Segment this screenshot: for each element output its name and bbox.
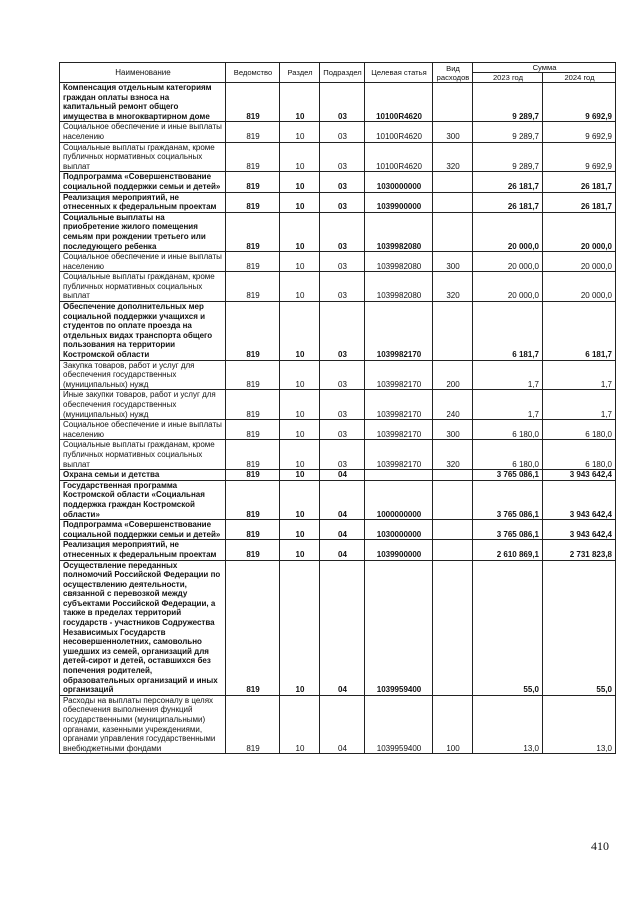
cell-name: Социальные выплаты на приобретение жилого помещения семьям при рождении третьего или последующего ребенка (60, 212, 226, 251)
cell-sub: 03 (320, 212, 365, 251)
cell-sec: 10 (280, 520, 320, 540)
cell-art: 1039982080 (365, 272, 433, 302)
header-sum: Сумма (473, 63, 616, 73)
cell-sec: 10 (280, 302, 320, 361)
cell-name: Компенсация отдельным категориям граждан оплаты взноса на капитальный ремонт общего имущества в многоквартирном доме (60, 83, 226, 122)
cell-art: 1039982170 (365, 390, 433, 420)
cell-art: 1039959400 (365, 695, 433, 754)
header-name: Наименование (60, 63, 226, 83)
cell-s2: 26 181,7 (543, 172, 616, 192)
page-number: 410 (591, 839, 609, 853)
cell-name: Осуществление переданных полномочий Российской Федерации по осуществлению деятельности, связанной с перевозкой между субъектами Российской Федерации, а также в пределах территорий государств - участников Содружества Независимых Государств несовершеннолетних, самовольно ушедших из семей, организаций для детей-сирот и детей, оставшихся без попечения родителей, образовательных организаций и иных организаций (60, 560, 226, 695)
cell-art: 1000000000 (365, 480, 433, 519)
cell-dept: 819 (226, 172, 280, 192)
cell-sec: 10 (280, 440, 320, 470)
cell-sub: 03 (320, 302, 365, 361)
table-row (60, 212, 616, 251)
cell-sub: 03 (320, 360, 365, 390)
cell-vr (433, 302, 473, 361)
cell-dept: 819 (226, 540, 280, 560)
cell-s1: 26 181,7 (473, 172, 543, 192)
cell-vr (433, 172, 473, 192)
cell-sec: 10 (280, 470, 320, 481)
cell-art: 1039982080 (365, 252, 433, 272)
cell-name: Охрана семьи и детства (60, 470, 226, 481)
cell-vr: 300 (433, 252, 473, 272)
cell-s1: 6 180,0 (473, 440, 543, 470)
cell-name: Социальное обеспечение и иные выплаты населению (60, 122, 226, 142)
cell-art (365, 470, 433, 481)
cell-name: Обеспечение дополнительных мер социальной поддержки учащихся и студентов по оплате проезда на отдельных видах транспорта общего пользования на территории Костромской области (60, 302, 226, 361)
header-exptype: Вид расходов (433, 63, 473, 83)
table-row (60, 302, 616, 361)
header-subsection: Подраздел (320, 63, 365, 83)
cell-art: 10100R4620 (365, 83, 433, 122)
cell-s2: 3 943 642,4 (543, 470, 616, 481)
cell-art: 1039982170 (365, 302, 433, 361)
cell-sub: 03 (320, 172, 365, 192)
cell-name: Социальное обеспечение и иные выплаты населению (60, 252, 226, 272)
header-dept: Ведомство (226, 63, 280, 83)
cell-s1: 20 000,0 (473, 272, 543, 302)
cell-art: 10100R4620 (365, 142, 433, 172)
cell-art: 1039900000 (365, 540, 433, 560)
cell-vr (433, 480, 473, 519)
table-row (60, 172, 616, 192)
cell-name: Государственная программа Костромской области «Социальная поддержка граждан Костромской области» (60, 480, 226, 519)
cell-art: 1039982080 (365, 212, 433, 251)
cell-s2: 20 000,0 (543, 252, 616, 272)
cell-name: Социальные выплаты гражданам, кроме публичных нормативных социальных выплат (60, 272, 226, 302)
cell-vr: 240 (433, 390, 473, 420)
cell-sec: 10 (280, 360, 320, 390)
table-row (60, 560, 616, 695)
cell-name: Реализация мероприятий, не отнесенных к федеральным проектам (60, 192, 226, 212)
cell-art: 1030000000 (365, 520, 433, 540)
cell-name: Расходы на выплаты персоналу в целях обеспечения выполнения функций государственными (муниципальными) органами, казенными учреждениями, органами управления государственными внебюджетными фондами (60, 695, 226, 754)
cell-vr (433, 83, 473, 122)
cell-sec: 10 (280, 212, 320, 251)
cell-vr (433, 560, 473, 695)
cell-s2: 26 181,7 (543, 192, 616, 212)
cell-sub: 03 (320, 420, 365, 440)
cell-dept: 819 (226, 122, 280, 142)
cell-name: Социальное обеспечение и иные выплаты населению (60, 420, 226, 440)
cell-s1: 55,0 (473, 560, 543, 695)
cell-sub: 04 (320, 560, 365, 695)
cell-s2: 20 000,0 (543, 272, 616, 302)
cell-sec: 10 (280, 252, 320, 272)
cell-s2: 13,0 (543, 695, 616, 754)
cell-dept: 819 (226, 420, 280, 440)
cell-art: 1039982170 (365, 360, 433, 390)
cell-s1: 3 765 086,1 (473, 520, 543, 540)
cell-name: Социальные выплаты гражданам, кроме публичных нормативных социальных выплат (60, 142, 226, 172)
cell-sec: 10 (280, 480, 320, 519)
cell-sec: 10 (280, 272, 320, 302)
cell-s2: 1,7 (543, 360, 616, 390)
cell-vr: 320 (433, 142, 473, 172)
cell-sub: 03 (320, 440, 365, 470)
cell-vr (433, 470, 473, 481)
cell-dept: 819 (226, 520, 280, 540)
cell-vr: 200 (433, 360, 473, 390)
cell-name: Закупка товаров, работ и услуг для обеспечения государственных (муниципальных) нужд (60, 360, 226, 390)
cell-name: Подпрограмма «Совершенствование социальной поддержки семьи и детей» (60, 520, 226, 540)
cell-dept: 819 (226, 252, 280, 272)
table-row (60, 695, 616, 754)
cell-s1: 13,0 (473, 695, 543, 754)
cell-dept: 819 (226, 440, 280, 470)
table-row (60, 520, 616, 540)
budget-table (59, 62, 616, 754)
cell-s2: 3 943 642,4 (543, 520, 616, 540)
cell-sub: 03 (320, 192, 365, 212)
cell-sub: 04 (320, 470, 365, 481)
cell-s1: 26 181,7 (473, 192, 543, 212)
cell-sub: 04 (320, 540, 365, 560)
cell-s1: 9 289,7 (473, 83, 543, 122)
cell-dept: 819 (226, 695, 280, 754)
cell-sub: 03 (320, 83, 365, 122)
cell-vr (433, 520, 473, 540)
cell-s1: 2 610 869,1 (473, 540, 543, 560)
table-row (60, 540, 616, 560)
cell-vr: 300 (433, 420, 473, 440)
cell-sec: 10 (280, 142, 320, 172)
cell-s1: 1,7 (473, 360, 543, 390)
cell-dept: 819 (226, 470, 280, 481)
cell-sub: 03 (320, 142, 365, 172)
cell-name: Подпрограмма «Совершенствование социальной поддержки семьи и детей» (60, 172, 226, 192)
cell-name: Социальные выплаты гражданам, кроме публичных нормативных социальных выплат (60, 440, 226, 470)
cell-s2: 9 692,9 (543, 142, 616, 172)
cell-sub: 04 (320, 480, 365, 519)
cell-name: Иные закупки товаров, работ и услуг для обеспечения государственных (муниципальных) нужд (60, 390, 226, 420)
cell-s2: 2 731 823,8 (543, 540, 616, 560)
cell-sub: 04 (320, 520, 365, 540)
cell-sub: 03 (320, 122, 365, 142)
table-row (60, 272, 616, 302)
table-row (60, 360, 616, 390)
header-article: Целевая статья (365, 63, 433, 83)
cell-sec: 10 (280, 192, 320, 212)
table-row (60, 390, 616, 420)
cell-vr: 300 (433, 122, 473, 142)
cell-s1: 20 000,0 (473, 212, 543, 251)
cell-sec: 10 (280, 390, 320, 420)
cell-sec: 10 (280, 540, 320, 560)
cell-s2: 6 180,0 (543, 440, 616, 470)
cell-dept: 819 (226, 142, 280, 172)
cell-vr: 100 (433, 695, 473, 754)
table-row (60, 83, 616, 122)
cell-s1: 20 000,0 (473, 252, 543, 272)
cell-vr (433, 540, 473, 560)
cell-s1: 1,7 (473, 390, 543, 420)
cell-dept: 819 (226, 192, 280, 212)
cell-dept: 819 (226, 390, 280, 420)
cell-art: 1039982170 (365, 440, 433, 470)
cell-vr: 320 (433, 440, 473, 470)
cell-art: 1039982170 (365, 420, 433, 440)
header-section: Раздел (280, 63, 320, 83)
cell-vr (433, 192, 473, 212)
cell-vr: 320 (433, 272, 473, 302)
cell-s2: 20 000,0 (543, 212, 616, 251)
table-row (60, 252, 616, 272)
cell-name: Реализация мероприятий, не отнесенных к федеральным проектам (60, 540, 226, 560)
table-row (60, 470, 616, 481)
cell-sec: 10 (280, 560, 320, 695)
cell-dept: 819 (226, 480, 280, 519)
cell-s2: 55,0 (543, 560, 616, 695)
table-row (60, 440, 616, 470)
cell-s1: 9 289,7 (473, 142, 543, 172)
cell-sec: 10 (280, 83, 320, 122)
cell-sub: 04 (320, 695, 365, 754)
cell-s1: 3 765 086,1 (473, 470, 543, 481)
cell-s1: 9 289,7 (473, 122, 543, 142)
table-row (60, 192, 616, 212)
cell-art: 1039959400 (365, 560, 433, 695)
cell-sec: 10 (280, 695, 320, 754)
cell-dept: 819 (226, 360, 280, 390)
cell-dept: 819 (226, 212, 280, 251)
cell-sub: 03 (320, 390, 365, 420)
cell-dept: 819 (226, 560, 280, 695)
cell-s2: 1,7 (543, 390, 616, 420)
cell-sec: 10 (280, 420, 320, 440)
cell-s2: 6 180,0 (543, 420, 616, 440)
cell-sec: 10 (280, 172, 320, 192)
cell-sec: 10 (280, 122, 320, 142)
cell-art: 1030000000 (365, 172, 433, 192)
cell-s2: 9 692,9 (543, 83, 616, 122)
cell-s2: 6 181,7 (543, 302, 616, 361)
cell-sub: 03 (320, 252, 365, 272)
cell-s1: 6 181,7 (473, 302, 543, 361)
cell-dept: 819 (226, 83, 280, 122)
cell-dept: 819 (226, 302, 280, 361)
cell-sub: 03 (320, 272, 365, 302)
cell-s2: 9 692,9 (543, 122, 616, 142)
cell-s1: 6 180,0 (473, 420, 543, 440)
cell-art: 10100R4620 (365, 122, 433, 142)
header-2024: 2024 год (543, 73, 616, 83)
table-body (60, 83, 616, 754)
table-row (60, 480, 616, 519)
cell-art: 1039900000 (365, 192, 433, 212)
table-row (60, 122, 616, 142)
table-row (60, 420, 616, 440)
cell-s1: 3 765 086,1 (473, 480, 543, 519)
cell-vr (433, 212, 473, 251)
table-row (60, 142, 616, 172)
header-2023: 2023 год (473, 73, 543, 83)
cell-s2: 3 943 642,4 (543, 480, 616, 519)
cell-dept: 819 (226, 272, 280, 302)
